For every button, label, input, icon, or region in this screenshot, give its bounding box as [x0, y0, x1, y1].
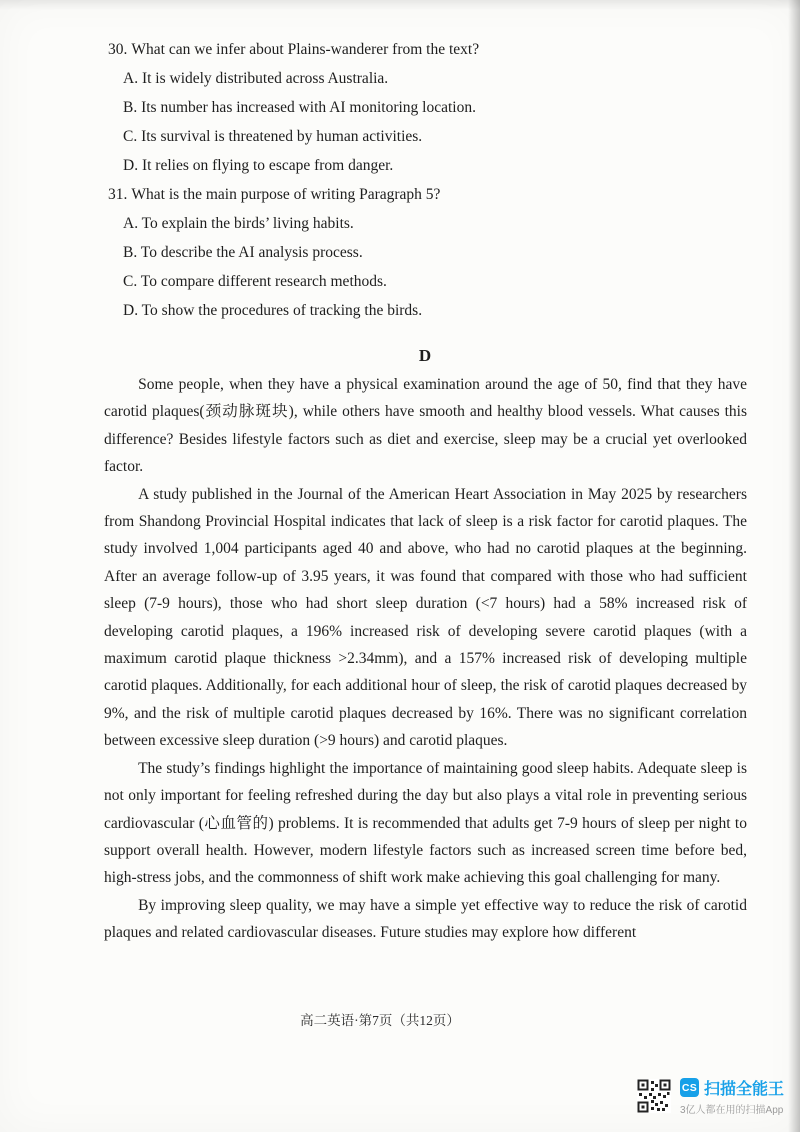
reading-passage [104, 371, 747, 947]
qr-code-icon [637, 1079, 671, 1113]
scanner-brand-row [680, 1076, 784, 1099]
question-31-option-d: D. To show the procedures of tracking the birds. [123, 302, 423, 319]
question-30-option-a: A. It is widely distributed across Australia. [123, 70, 389, 87]
question-31-option-a: A. To explain the birds’ living habits. [123, 215, 354, 232]
passage-paragraph-1: Some people, when they have a physical examination around the age of 50, find that they have carotid plaques(颈动脉斑块), while others have smooth and healthy blood vessels. What causes this difference? Besides lifestyle factors such as diet and exercise, sleep may be a crucial yet overlooked factor. [104, 376, 747, 476]
question-30-text: What can we infer about Plains-wanderer from the text? [131, 41, 480, 58]
scanner-app-name: 扫描全能王 [703, 1081, 784, 1098]
passage-paragraph-2: A study published in the Journal of the American Heart Association in May 2025 by researchers from Shandong Provincial Hospital indicates that lack of sleep is a risk factor for carotid plaques. The study involved 1,004 participants aged 40 and above, who had no carotid plaques at the beginning. After an average follow-up of 3.95 years, it was found that compared with those who had sufficient sleep (7-9 hours), those who had short sleep duration (<7 hours) had a 58% increased risk of developing carotid plaques, a 196% increased risk of developing severe carotid plaques (with a maximum carotid plaque thickness >2.34mm), and a 157% increased risk of developing multiple carotid plaques. Additionally, for each additional hour of sleep, the risk of carotid plaques decreased by 9%, and the risk of multiple carotid plaques decreased by 16%. There was no significant correlation between excessive sleep duration (>9 hours) and carotid plaques. [104, 485, 747, 750]
question-30-option-c: C. Its survival is threatened by human activities. [123, 128, 423, 145]
question-30 [108, 40, 738, 176]
scanner-brand [680, 1076, 784, 1116]
question-block [108, 40, 738, 330]
question-31-option-b: B. To describe the AI analysis process. [123, 244, 363, 261]
question-30-line [108, 40, 738, 60]
question-31-line [108, 185, 738, 205]
page-footer: 高二英语·第7页（共12页） [300, 1013, 460, 1028]
camscanner-logo-icon: CS [680, 1078, 699, 1097]
passage-paragraph-4: By improving sleep quality, we may have a simple yet effective way to reduce the risk of carotid plaques and related cardiovascular diseases. Future studies may explore how different [104, 896, 747, 942]
passage-paragraph-3: The study’s findings highlight the importance of maintaining good sleep habits. Adequate sleep is not only important for feeling refreshed during the day but also plays a vital role in preventing serious cardiovascular (心血管的) problems. It is recommended that adults get 7-9 hours of sleep per night to support overall health. However, modern lifestyle factors such as increased screen time before bed, high-stress jobs, and the commonness of shift work make achieving this goal challenging for many. [104, 759, 747, 887]
question-31-number: 31. [108, 186, 128, 203]
question-31-option-c: C. To compare different research methods. [123, 273, 387, 290]
scan-edge-shadow-right [788, 0, 800, 1132]
question-30-option-d: D. It relies on flying to escape from danger. [123, 157, 394, 174]
question-31-text: What is the main purpose of writing Paragraph 5? [131, 186, 441, 203]
section-d-heading: D [418, 346, 432, 365]
question-31 [108, 185, 738, 321]
question-30-number: 30. [108, 41, 128, 58]
question-30-option-b: B. Its number has increased with AI monitoring location. [123, 99, 476, 116]
scanner-tagline: 3亿人都在用的扫描App [679, 1105, 784, 1116]
scan-edge-shadow-top [0, 0, 800, 10]
scanner-watermark [637, 1076, 784, 1116]
